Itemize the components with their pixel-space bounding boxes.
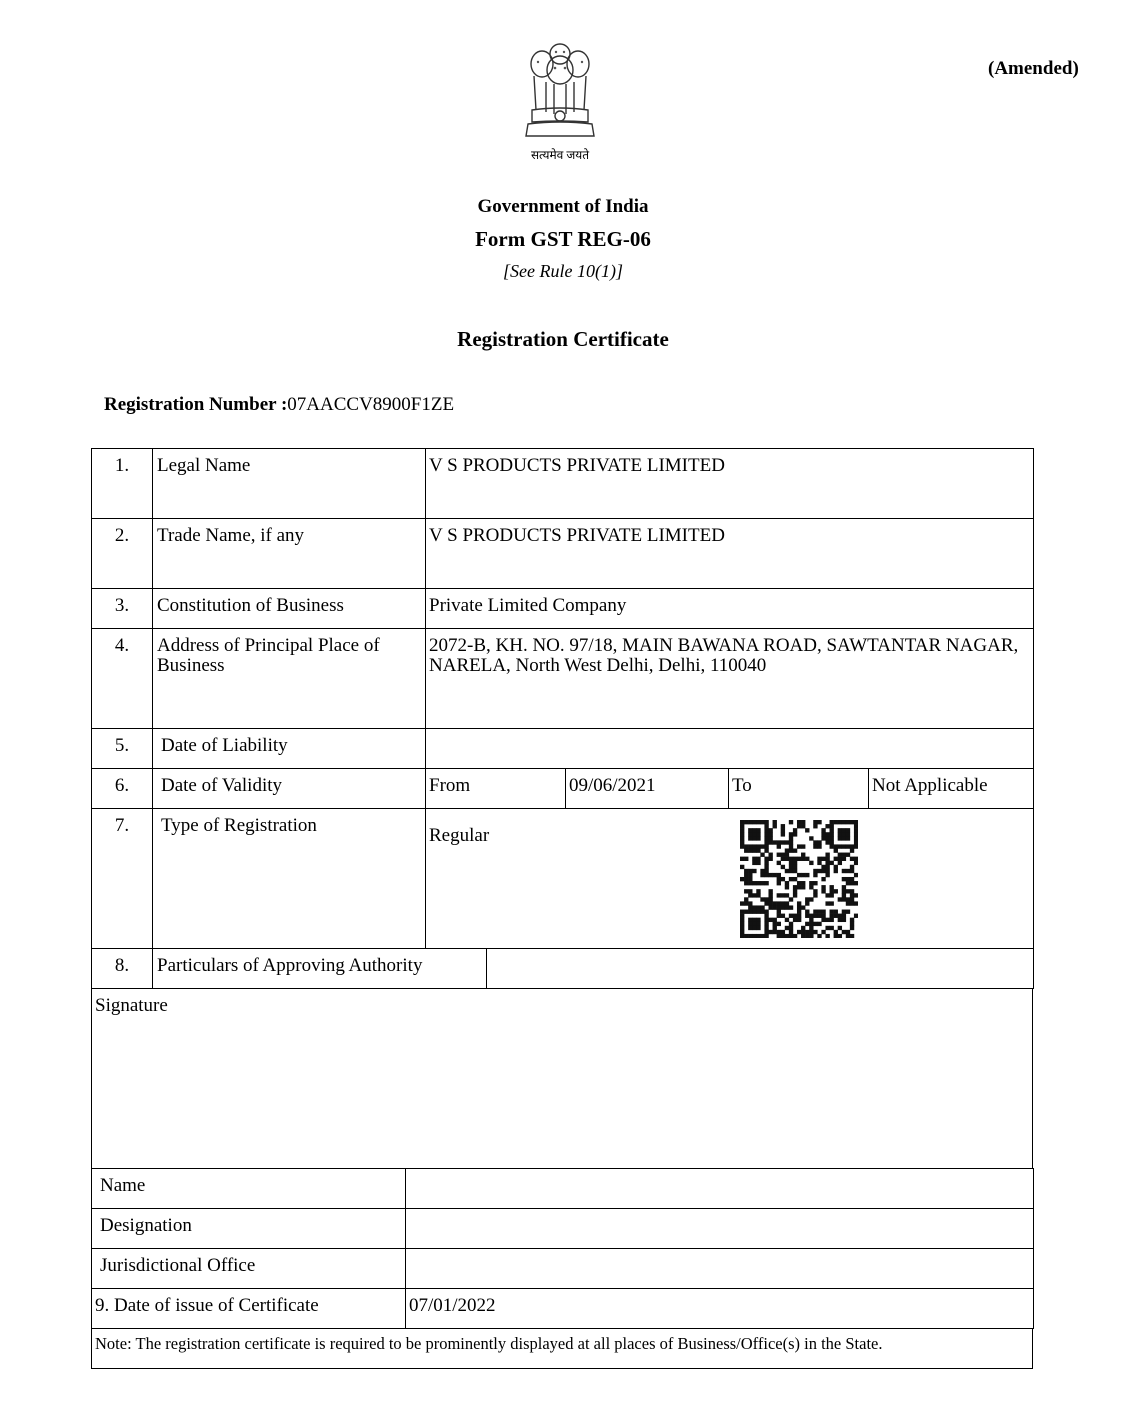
constitution-label: Constitution of Business (153, 589, 426, 629)
signature-label: Signature (92, 989, 1033, 1169)
registration-number-label: Registration Number : (104, 394, 288, 415)
validity-to-value: Not Applicable (869, 769, 1034, 809)
designation-label: Designation (92, 1209, 406, 1249)
qr-code-icon (740, 820, 858, 938)
date-of-validity-label: Date of Validity (153, 769, 426, 809)
registration-number (104, 394, 454, 416)
officer-name-label: Name (92, 1169, 406, 1209)
table-row (92, 449, 1034, 519)
legal-name-label: Legal Name (153, 449, 426, 519)
table-row (92, 729, 1034, 769)
address-label: Address of Principal Place of Business (153, 629, 426, 729)
address-value: 2072-B, KH. NO. 97/18, MAIN BAWANA ROAD, SAWTANTAR NAGAR, NARELA, North West Delhi, Delhi, 110040 (426, 629, 1034, 729)
approving-authority-table (91, 948, 1034, 989)
national-emblem-icon (518, 40, 602, 144)
row-number: 7. (92, 809, 153, 949)
rule-reference: [See Rule 10(1)] (503, 261, 623, 281)
table-row (92, 769, 1034, 809)
date-of-issue-value: 07/01/2022 (406, 1289, 1034, 1329)
row-number: 2. (92, 519, 153, 589)
validity-to-label: To (729, 769, 869, 809)
amended-label: (Amended) (988, 58, 1079, 79)
row-number: 4. (92, 629, 153, 729)
table-row (92, 1249, 1034, 1289)
table-row (92, 1329, 1033, 1369)
date-of-liability-label: Date of Liability (153, 729, 426, 769)
table-row (92, 1209, 1034, 1249)
constitution-value: Private Limited Company (426, 589, 1034, 629)
table-row (92, 809, 1034, 949)
certificate-title: Registration Certificate (457, 327, 669, 351)
table-row (92, 519, 1034, 589)
jurisdictional-office-value (406, 1249, 1034, 1289)
officer-details-table (91, 1168, 1034, 1329)
validity-from-label: From (426, 769, 566, 809)
registration-type-label: Type of Registration (153, 809, 426, 949)
row-number: 8. (92, 949, 153, 989)
government-heading: Government of India (477, 196, 649, 217)
note-table (91, 1328, 1033, 1369)
registration-number-value: 07AACCV8900F1ZE (287, 394, 455, 415)
table-row (92, 949, 1034, 989)
table-row (92, 629, 1034, 729)
trade-name-value: V S PRODUCTS PRIVATE LIMITED (426, 519, 1034, 589)
trade-name-label: Trade Name, if any (153, 519, 426, 589)
row-number: 6. (92, 769, 153, 809)
date-of-liability-value (426, 729, 1034, 769)
legal-name-value: V S PRODUCTS PRIVATE LIMITED (426, 449, 1034, 519)
table-row (92, 1289, 1034, 1329)
table-row (92, 1169, 1034, 1209)
date-of-issue-label: 9. Date of issue of Certificate (92, 1289, 406, 1329)
display-note: Note: The registration certificate is required to be prominently displayed at all places of Business/Office(s) in the State. (92, 1329, 1033, 1369)
form-title: Form GST REG-06 (475, 227, 651, 251)
table-row (92, 589, 1034, 629)
emblem-motto: सत्यमेव जयते (530, 148, 590, 162)
jurisdictional-office-label: Jurisdictional Office (92, 1249, 406, 1289)
certificate-details-table (91, 448, 1034, 949)
row-number: 1. (92, 449, 153, 519)
officer-name-value (406, 1169, 1034, 1209)
approving-authority-label: Particulars of Approving Authority (153, 949, 487, 989)
signature-table (91, 988, 1033, 1169)
validity-from-value: 09/06/2021 (566, 769, 729, 809)
row-number: 5. (92, 729, 153, 769)
table-row (92, 989, 1033, 1169)
approving-authority-value (487, 949, 1034, 989)
designation-value (406, 1209, 1034, 1249)
row-number: 3. (92, 589, 153, 629)
registration-type-value: Regular (426, 809, 1034, 949)
